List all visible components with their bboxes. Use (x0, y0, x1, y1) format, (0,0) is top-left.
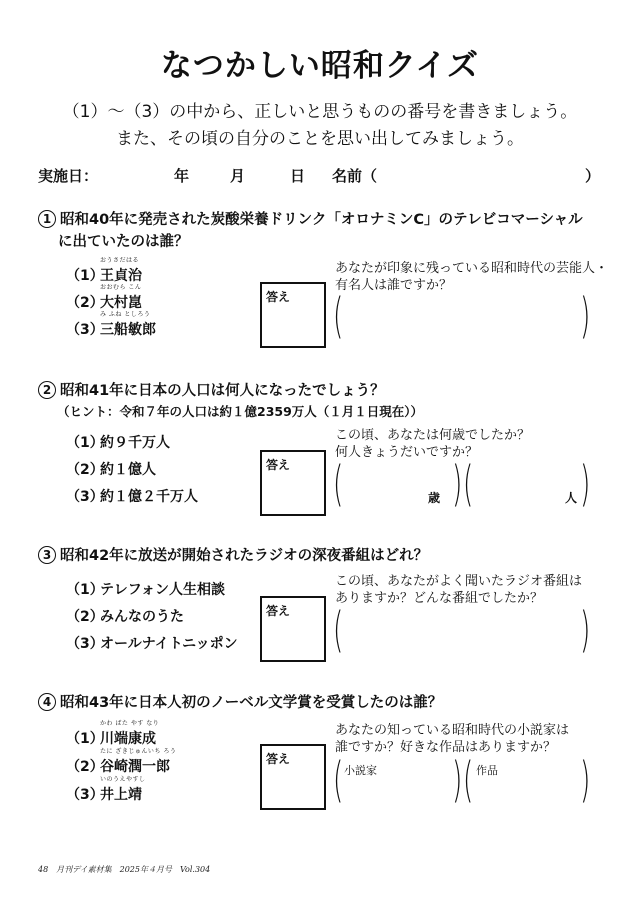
close-paren: ) (452, 752, 463, 808)
page-title: なつかしい昭和クイズ (160, 48, 480, 84)
option: （3）約１億２千万人 (66, 489, 198, 505)
prompt-line: この頃、あなたは何歳でしたか？ (335, 428, 531, 443)
open-paren: ( (463, 456, 474, 512)
option: （3） いのうえやすし 井上靖 (66, 776, 146, 803)
question-3 (38, 544, 428, 565)
name-close: ） (585, 167, 601, 185)
prompt-line: 有名人は誰ですか？ (335, 278, 453, 293)
close-paren: ) (580, 752, 591, 808)
label-work: 作品 (476, 764, 498, 777)
ruby: たに ざきじゅんいち ろう (100, 748, 177, 755)
ruby: おおむら こん (100, 284, 142, 291)
close-paren: ) (580, 288, 591, 344)
prompt-line: ありますか？どんな番組でしたか？ (335, 591, 544, 606)
option: （2） おおむら こん 大村崑 (66, 284, 142, 311)
open-paren: ( (333, 288, 344, 344)
date-label: 実施日： (38, 167, 99, 185)
question-text: 昭和40年に発売された炭酸栄養ドリンク「オロナミンC」のテレビコマーシャル (60, 212, 583, 228)
answer-box[interactable]: 答え (260, 450, 326, 516)
question-number: 1 (38, 210, 56, 228)
answer-box[interactable]: 答え (260, 282, 326, 348)
ruby: おうさだはる (100, 257, 140, 264)
answer-box[interactable]: 答え (260, 596, 326, 662)
label-novelist: 小説家 (344, 764, 377, 777)
prompt-line: この頃、あなたがよく聞いたラジオ番組は (335, 574, 583, 589)
prompt-line: あなたの知っている昭和時代の小説家は (335, 723, 570, 738)
unit-people: 人 (565, 491, 578, 505)
ruby: いのうえやすし (100, 776, 146, 783)
ruby: かわ ばた やす なり (100, 720, 160, 727)
answer-box[interactable]: 答え (260, 744, 326, 810)
day-label: 日 (290, 167, 306, 185)
prompt-line: 何人きょうだいですか？ (335, 445, 479, 460)
question-text: 昭和43年に日本人初のノーベル文学賞を受賞したのは誰？ (60, 695, 443, 711)
option: （2） たに ざきじゅんいち ろう 谷崎潤一郎 (66, 748, 177, 775)
option: （2）みんなのうた (66, 609, 184, 625)
instruction-line-1: （1）〜（3）の中から、正しいと思うものの番号を書きましょう。 (62, 102, 578, 122)
question-2-hint: （ヒント：令和７年の人口は約１億2359万人（１月１日現在）） (57, 404, 424, 419)
page-footer: 48 月刊デイ素材集 2025年４月号 Vol.304 (38, 865, 211, 874)
close-paren: ) (452, 456, 463, 512)
option: （2）約１億人 (66, 462, 156, 478)
question-2 (38, 379, 385, 400)
question-number: 2 (38, 381, 56, 399)
instruction-line-2: また、その頃の自分のことを思い出してみましょう。 (116, 129, 524, 149)
question-number: 4 (38, 693, 56, 711)
question-text: 昭和42年に放送が開始されたラジオの深夜番組はどれ？ (60, 548, 429, 564)
year-label: 年 (174, 167, 190, 185)
unit-age: 歳 (428, 491, 441, 505)
open-paren: ( (333, 752, 344, 808)
option: （1） かわ ばた やす なり 川端康成 (66, 720, 160, 747)
prompt-line: 誰ですか？好きな作品はありますか？ (335, 740, 557, 755)
option: （3）オールナイトニッポン (66, 636, 238, 652)
question-1 (38, 208, 583, 229)
question-1-line-2: に出ていたのは誰？ (58, 234, 189, 250)
option: （1）約９千万人 (66, 435, 170, 451)
close-paren: ) (580, 602, 591, 658)
open-paren: ( (333, 456, 344, 512)
question-text: 昭和41年に日本の人口は何人になったでしょう？ (60, 383, 385, 399)
name-label: 名前（ (332, 167, 378, 185)
open-paren: ( (333, 602, 344, 658)
question-4 (38, 691, 442, 712)
question-number: 3 (38, 546, 56, 564)
option: （1） おうさだはる 王貞治 (66, 257, 142, 284)
close-paren: ) (580, 456, 591, 512)
open-paren: ( (463, 752, 474, 808)
option: （1）テレフォン人生相談 (66, 582, 226, 598)
month-label: 月 (230, 167, 246, 185)
prompt-line: あなたが印象に残っている昭和時代の芸能人・ (335, 261, 609, 276)
ruby: み ふね としろう (100, 311, 151, 318)
option: （3） み ふね としろう 三船敏郎 (66, 311, 156, 338)
